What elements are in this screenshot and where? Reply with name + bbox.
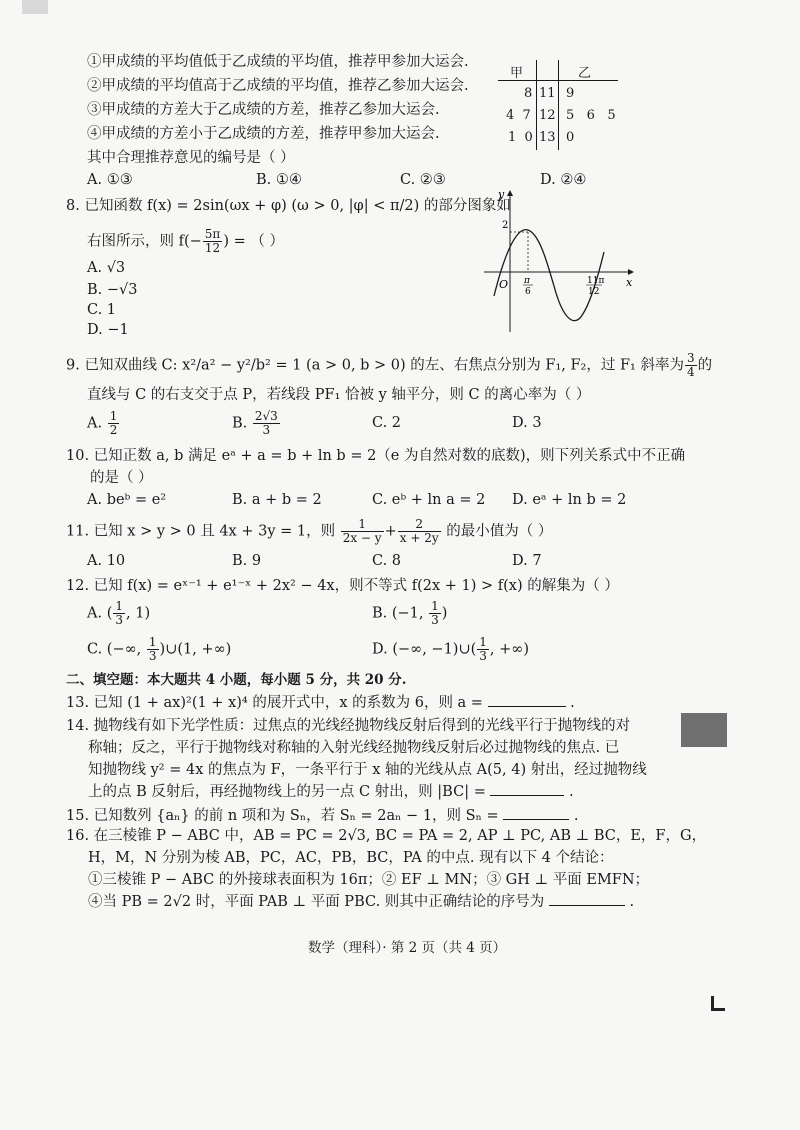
q12-c-fraction <box>147 636 159 663</box>
stem-leaf-r3-stem: 13 <box>539 130 556 145</box>
stem-leaf-r2-stem: 12 <box>539 108 556 123</box>
q12-d-pre: D. (−∞, −1)∪( <box>372 641 477 658</box>
graph-y-label: y <box>498 188 505 201</box>
q12-d-num: 1 <box>479 635 487 649</box>
q12-choice-b <box>372 600 447 627</box>
q7-choice-b: B. ①④ <box>256 172 302 188</box>
q9-choice-b <box>232 410 281 437</box>
stem-leaf-divider-right <box>558 60 559 150</box>
q8-choice-a: A. √3 <box>87 260 126 276</box>
q12-b-fraction <box>429 600 441 627</box>
q12-b-pre: B. (−1, <box>372 605 429 622</box>
q16-line-4-text: ④当 PB = 2√2 时，平面 PAB ⊥ 平面 PBC. 则其中正确结论的序号为 <box>88 894 545 910</box>
q9-choice-c: C. 2 <box>372 415 402 431</box>
q12-a-num: 1 <box>115 599 123 613</box>
q8-choice-b: B. −√3 <box>87 282 138 298</box>
graph-tick-pi-num: π <box>524 276 530 286</box>
q7-choice-a: A. ①③ <box>87 172 133 188</box>
q9-choice-b-label: B. <box>232 415 248 432</box>
graph-tick-11pi-num: 11π <box>587 276 605 286</box>
q13-line: 13. 已知 (1 + ax)²(1 + x)⁴ 的展开式中，x 的系数为 6，则 a = . <box>66 695 575 711</box>
q9-b-den: 3 <box>262 423 271 437</box>
q8-fraction-den: 12 <box>204 241 221 255</box>
q10-choice-c: C. eᵇ + ln a = 2 <box>372 492 486 508</box>
q12-line: 12. 已知 f(x) = eˣ⁻¹ + e¹⁻ˣ + 2x² − 4x，则不等式 f(2x + 1) > f(x) 的解集为（ ） <box>66 578 619 594</box>
q8-line-2 <box>87 228 284 255</box>
stem-leaf-r3-left: 1 0 <box>508 130 533 145</box>
q11-choice-c: C. 8 <box>372 553 402 569</box>
q10-choice-b: B. a + b = 2 <box>232 492 322 508</box>
q15-line: 15. 已知数列 {aₙ} 的前 n 项和为 Sₙ，若 Sₙ = 2aₙ − 1，则 Sₙ = . <box>66 808 579 824</box>
q9-slope-num: 3 <box>686 351 695 365</box>
q12-a-pre: A. ( <box>87 605 113 622</box>
q13-text: 13. 已知 (1 + ax)²(1 + x)⁴ 的展开式中，x 的系数为 6，则 a = <box>66 695 483 711</box>
q7-option-1: ①甲成绩的平均值低于乙成绩的平均值，推荐甲参加大运会. <box>87 54 469 70</box>
q7-choice-c: C. ②③ <box>400 172 446 188</box>
scan-gray-block <box>681 713 727 747</box>
q9-a-num: 1 <box>109 409 118 423</box>
q15-text: 15. 已知数列 {aₙ} 的前 n 项和为 Sₙ，若 Sₙ = 2aₙ − 1，则 Sₙ = <box>66 808 499 824</box>
q9-slope-fraction <box>685 352 697 379</box>
graph-tick-pi-den: 6 <box>525 287 531 297</box>
q12-d-post: , +∞) <box>489 641 530 658</box>
q9-line-1 <box>66 352 712 379</box>
stem-leaf-table <box>498 60 628 160</box>
graph-tick-11pi-den: 12 <box>588 287 600 297</box>
q11-line <box>66 518 552 545</box>
q14-line-1: 14. 抛物线有如下光学性质：过焦点的光线经抛物线反射后得到的光线平行于抛物线的对 <box>66 718 631 734</box>
q8-choice-d: D. −1 <box>87 322 129 338</box>
stem-leaf-r1-stem: 11 <box>539 86 556 101</box>
q12-d-den: 3 <box>479 649 487 663</box>
q16-line-3: ①三棱锥 P − ABC 的外接球表面积为 16π；② EF ⊥ MN；③ GH ⊥ 平面 EMFN； <box>88 872 650 888</box>
q15-answer-blank <box>503 819 569 820</box>
q11-f2-den: x + 2y <box>399 531 439 545</box>
q7-option-3: ③甲成绩的方差大于乙成绩的方差，推荐乙参加大运会. <box>87 102 440 118</box>
q9-choice-b-fraction <box>253 410 280 437</box>
q13-answer-blank <box>488 706 566 707</box>
q11-plus: + <box>384 523 397 540</box>
q8-line-2-post: ) = （ ） <box>223 233 284 250</box>
q14-line-2: 称轴；反之，平行于抛物线对称轴的入射光线经抛物线反射后必过抛物线的焦点. 已 <box>88 740 620 756</box>
scan-corner-mark <box>22 0 48 14</box>
q14-line-4-text: 上的点 B 反射后，再经抛物线上的另一点 C 射出，则 |BC| = <box>88 784 486 800</box>
q12-c-post: )∪(1, +∞) <box>159 641 232 658</box>
q8-fraction <box>203 228 223 255</box>
q9-line-1-post: 的 <box>697 357 713 374</box>
q11-fraction-2 <box>398 518 441 545</box>
q8-fraction-num: 5π <box>204 227 221 241</box>
q9-line-1-pre: 9. 已知双曲线 C: <box>66 357 183 374</box>
q14-line-3: 知抛物线 y² = 4x 的焦点为 F，一条平行于 x 轴的光线从点 A(5, 4) 射出，经过抛物线 <box>88 762 647 778</box>
page-footer: 数学（理科）· 第 2 页（共 4 页） <box>308 940 507 956</box>
q7-prompt: 其中合理推荐意见的编号是（ ） <box>87 150 295 166</box>
q11-choice-d: D. 7 <box>512 553 542 569</box>
stem-leaf-r2-left: 4 7 <box>506 108 531 123</box>
q12-c-den: 3 <box>148 649 157 663</box>
stem-leaf-head-right: 乙 <box>578 66 592 81</box>
stem-leaf-r3-right: 0 <box>566 130 575 145</box>
q10-choice-d: D. eᵃ + ln b = 2 <box>512 492 627 508</box>
q12-a-post: , 1) <box>126 605 151 622</box>
stem-leaf-r2-right: 5 6 5 <box>566 108 616 123</box>
q12-choice-c <box>87 636 231 663</box>
q7-option-4: ④甲成绩的方差小于乙成绩的方差，推荐甲参加大运会. <box>87 126 440 142</box>
q12-c-num: 1 <box>148 635 157 649</box>
q8-line-2-pre: 右图所示，则 f(− <box>87 233 202 250</box>
stem-leaf-divider-left <box>536 60 537 150</box>
graph-origin-label: O <box>499 278 509 291</box>
q8-line-1: 8. 已知函数 f(x) = 2sin(ωx + φ) (ω > 0, |φ| < π/2) 的部分图象如 <box>66 198 511 214</box>
graph-y-tick-2: 2 <box>502 220 509 231</box>
q12-choice-d <box>372 636 529 663</box>
q9-choice-a-fraction <box>108 410 120 437</box>
q10-choice-a: A. beᵇ = e² <box>87 492 167 508</box>
q14-answer-blank <box>490 795 564 796</box>
q9-line-1-mid: x²/a² − y²/b² = 1 (a > 0, b > 0) 的左、右焦点分别为 F₁, F₂，过 F₁ 斜率为 <box>182 357 684 374</box>
q9-b-num: 2√3 <box>254 409 278 423</box>
stem-leaf-head-left: 甲 <box>510 66 524 81</box>
q11-post: 的最小值为（ ） <box>446 523 553 540</box>
q16-answer-blank <box>549 905 625 906</box>
q8-choice-c: C. 1 <box>87 302 117 318</box>
q11-f2-num: 2 <box>398 518 441 532</box>
q7-option-2: ②甲成绩的平均值高于乙成绩的平均值，推荐乙参加大运会. <box>87 78 469 94</box>
q12-a-fraction <box>113 600 125 627</box>
q11-f1-den: 2x − y <box>342 531 382 545</box>
graph-x-arrow <box>628 269 634 275</box>
scan-bracket-mark-foot <box>711 1008 725 1011</box>
q9-choice-a-label: A. <box>87 415 103 432</box>
q9-slope-den: 4 <box>686 365 695 379</box>
q12-b-post: ) <box>441 605 448 622</box>
q10-line-2: 的是（ ） <box>90 470 153 486</box>
q11-choice-a: A. 10 <box>87 553 126 569</box>
q11-fraction-1 <box>341 518 384 545</box>
q12-c-pre: C. (−∞, <box>87 641 146 658</box>
q14-line-4: 上的点 B 反射后，再经抛物线上的另一点 C 射出，则 |BC| = . <box>88 784 574 800</box>
graph-y-arrow <box>507 190 513 196</box>
q10-line-1: 10. 已知正数 a, b 满足 eᵃ + a = b + ln b = 2（e 为自然对数的底数)，则下列关系式中不正确 <box>66 448 686 464</box>
stem-leaf-r1-right: 9 <box>566 86 575 101</box>
graph-x-label: x <box>626 276 633 289</box>
section-2-heading: 二、填空题：本大题共 4 小题，每小题 5 分，共 20 分. <box>66 672 407 688</box>
q16-line-1: 16. 在三棱锥 P − ABC 中，AB = PC = 2√3, BC = PA = 2, AP ⊥ PC, AB ⊥ BC，E，F，G， <box>66 828 707 844</box>
q11-f1-num: 1 <box>341 518 384 532</box>
q16-line-4: ④当 PB = 2√2 时，平面 PAB ⊥ 平面 PBC. 则其中正确结论的序号为 . <box>88 894 635 910</box>
q8-sine-graph <box>480 186 640 336</box>
q9-choice-a <box>87 410 120 437</box>
q12-b-den: 3 <box>431 613 439 627</box>
q12-d-fraction <box>477 636 489 663</box>
q11-choice-b: B. 9 <box>232 553 262 569</box>
q12-b-num: 1 <box>431 599 439 613</box>
q12-choice-a <box>87 600 150 627</box>
q9-line-2: 直线与 C 的右支交于点 P，若线段 PF₁ 恰被 y 轴平分，则 C 的离心率为（ ） <box>87 387 591 403</box>
q12-a-den: 3 <box>115 613 123 627</box>
q16-line-2: H，M，N 分别为棱 AB，PC，AC，PB，BC，PA 的中点. 现有以下 4 个结论： <box>88 850 614 866</box>
q7-choice-d: D. ②④ <box>540 172 587 188</box>
q9-a-den: 2 <box>109 423 118 437</box>
stem-leaf-r1-left: 8 <box>524 86 533 101</box>
q9-choice-d: D. 3 <box>512 415 542 431</box>
q11-pre: 11. 已知 x > y > 0 且 4x + 3y = 1，则 <box>66 523 336 540</box>
